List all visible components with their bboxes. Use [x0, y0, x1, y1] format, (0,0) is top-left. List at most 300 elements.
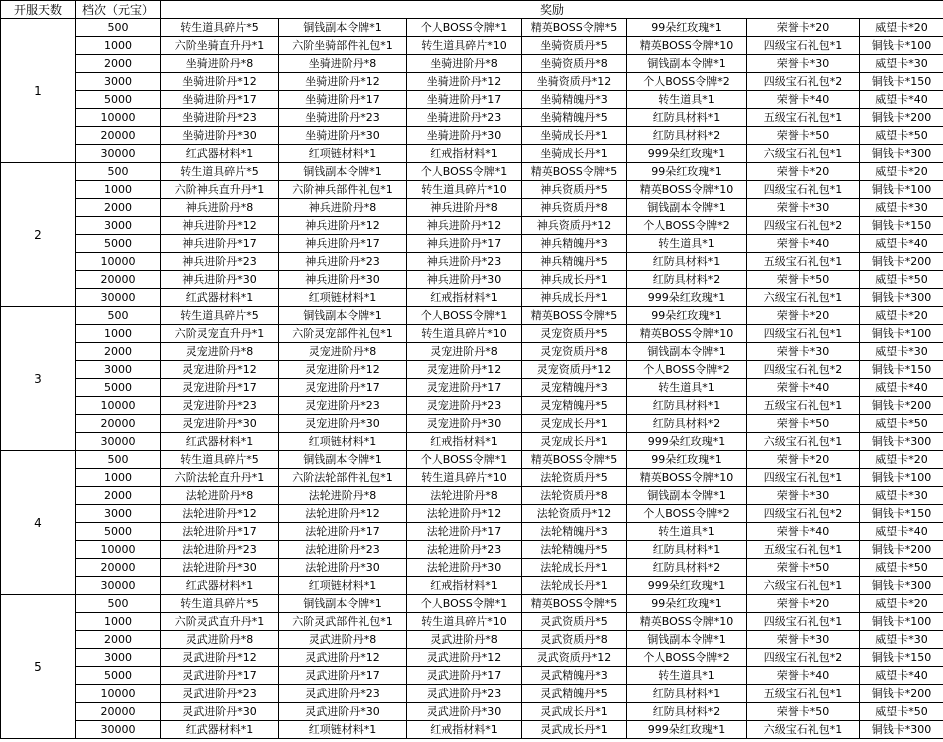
reward-cell: 六级宝石礼包*1	[747, 577, 860, 595]
reward-cell: 威望卡*40	[860, 235, 943, 253]
reward-cell: 荣誉卡*30	[747, 55, 860, 73]
tier-cell: 3000	[76, 649, 161, 667]
reward-cell: 灵宠资质丹*5	[522, 325, 627, 343]
reward-cell: 个人BOSS令牌*2	[627, 505, 747, 523]
table-row	[1, 271, 943, 289]
reward-cell: 精英BOSS令牌*5	[522, 451, 627, 469]
reward-cell: 个人BOSS令牌*2	[627, 649, 747, 667]
reward-cell: 灵宠进阶丹*8	[161, 343, 279, 361]
reward-cell: 六阶坐骑部件礼包*1	[279, 37, 407, 55]
reward-cell: 铜钱卡*150	[860, 217, 943, 235]
reward-cell: 灵宠资质丹*8	[522, 343, 627, 361]
reward-cell: 六阶法轮直升丹*1	[161, 469, 279, 487]
reward-cell: 六阶神兵部件礼包*1	[279, 181, 407, 199]
reward-cell: 灵武进阶丹*17	[407, 667, 522, 685]
table-row	[1, 145, 943, 163]
reward-cell: 999朵红玫瑰*1	[627, 577, 747, 595]
reward-cell: 六阶灵武直升丹*1	[161, 613, 279, 631]
reward-cell: 威望卡*40	[860, 523, 943, 541]
reward-cell: 威望卡*50	[860, 703, 943, 721]
reward-cell: 红防具材料*2	[627, 415, 747, 433]
reward-cell: 红戒指材料*1	[407, 289, 522, 307]
tier-cell: 10000	[76, 685, 161, 703]
reward-cell: 坐骑进阶丹*30	[279, 127, 407, 145]
reward-cell: 法轮进阶丹*12	[407, 505, 522, 523]
reward-cell: 神兵进阶丹*12	[407, 217, 522, 235]
reward-cell: 个人BOSS令牌*2	[627, 73, 747, 91]
reward-cell: 铜钱卡*200	[860, 685, 943, 703]
reward-cell: 灵武进阶丹*8	[279, 631, 407, 649]
reward-cell: 五级宝石礼包*1	[747, 253, 860, 271]
reward-cell: 个人BOSS令牌*2	[627, 217, 747, 235]
reward-cell: 法轮精魄丹*3	[522, 523, 627, 541]
reward-cell: 神兵进阶丹*23	[161, 253, 279, 271]
reward-cell: 荣誉卡*30	[747, 487, 860, 505]
reward-cell: 威望卡*30	[860, 55, 943, 73]
tier-cell: 1000	[76, 37, 161, 55]
table-row	[1, 55, 943, 73]
reward-cell: 四级宝石礼包*2	[747, 73, 860, 91]
reward-cell: 精英BOSS令牌*5	[522, 163, 627, 181]
reward-cell: 法轮进阶丹*17	[279, 523, 407, 541]
table-row	[1, 415, 943, 433]
reward-cell: 转生道具碎片*5	[161, 163, 279, 181]
day-cell: 2	[1, 163, 76, 307]
reward-cell: 法轮进阶丹*23	[407, 541, 522, 559]
reward-cell: 红戒指材料*1	[407, 433, 522, 451]
reward-cell: 铜钱卡*200	[860, 541, 943, 559]
reward-cell: 法轮资质丹*12	[522, 505, 627, 523]
header-reward: 奖励	[161, 1, 943, 19]
reward-cell: 转生道具*1	[627, 91, 747, 109]
reward-cell: 红武器材料*1	[161, 289, 279, 307]
reward-cell: 威望卡*30	[860, 343, 943, 361]
reward-cell: 四级宝石礼包*1	[747, 181, 860, 199]
tier-cell: 3000	[76, 217, 161, 235]
reward-cell: 个人BOSS令牌*1	[407, 163, 522, 181]
reward-cell: 神兵进阶丹*17	[279, 235, 407, 253]
reward-cell: 神兵资质丹*5	[522, 181, 627, 199]
reward-cell: 坐骑进阶丹*30	[407, 127, 522, 145]
reward-cell: 铜钱卡*300	[860, 577, 943, 595]
reward-cell: 红戒指材料*1	[407, 721, 522, 739]
reward-cell: 六级宝石礼包*1	[747, 721, 860, 739]
reward-cell: 坐骑进阶丹*30	[161, 127, 279, 145]
reward-cell: 法轮进阶丹*17	[407, 523, 522, 541]
reward-cell: 四级宝石礼包*2	[747, 505, 860, 523]
tier-cell: 2000	[76, 487, 161, 505]
reward-cell: 灵武进阶丹*12	[279, 649, 407, 667]
reward-cell: 转生道具碎片*5	[161, 595, 279, 613]
day-cell: 5	[1, 595, 76, 739]
table-row	[1, 289, 943, 307]
reward-cell: 荣誉卡*50	[747, 703, 860, 721]
reward-cell: 灵武成长丹*1	[522, 703, 627, 721]
reward-cell: 红防具材料*1	[627, 541, 747, 559]
reward-cell: 坐骑资质丹*8	[522, 55, 627, 73]
table-row	[1, 667, 943, 685]
reward-cell: 红防具材料*1	[627, 253, 747, 271]
reward-cell: 五级宝石礼包*1	[747, 541, 860, 559]
tier-cell: 20000	[76, 415, 161, 433]
reward-cell: 红武器材料*1	[161, 721, 279, 739]
reward-cell: 法轮进阶丹*12	[161, 505, 279, 523]
reward-cell: 转生道具碎片*10	[407, 37, 522, 55]
reward-cell: 铜钱卡*100	[860, 613, 943, 631]
table-row	[1, 19, 943, 37]
reward-cell: 灵宠进阶丹*12	[407, 361, 522, 379]
table-row	[1, 487, 943, 505]
reward-cell: 铜钱副本令牌*1	[279, 451, 407, 469]
reward-cell: 法轮资质丹*5	[522, 469, 627, 487]
reward-cell: 灵武资质丹*5	[522, 613, 627, 631]
reward-cell: 灵宠资质丹*12	[522, 361, 627, 379]
table-row	[1, 307, 943, 325]
reward-cell: 神兵进阶丹*23	[279, 253, 407, 271]
reward-cell: 威望卡*30	[860, 631, 943, 649]
reward-cell: 灵宠精魄丹*3	[522, 379, 627, 397]
reward-cell: 神兵进阶丹*8	[279, 199, 407, 217]
reward-cell: 威望卡*50	[860, 127, 943, 145]
reward-cell: 灵武成长丹*1	[522, 721, 627, 739]
day-cell: 1	[1, 19, 76, 163]
reward-cell: 荣誉卡*40	[747, 379, 860, 397]
table-row	[1, 73, 943, 91]
reward-cell: 六级宝石礼包*1	[747, 145, 860, 163]
reward-cell: 灵宠成长丹*1	[522, 415, 627, 433]
reward-cell: 铜钱副本令牌*1	[627, 487, 747, 505]
reward-cell: 坐骑精魄丹*3	[522, 91, 627, 109]
tier-cell: 1000	[76, 613, 161, 631]
reward-cell: 铜钱卡*200	[860, 253, 943, 271]
table-row	[1, 703, 943, 721]
reward-cell: 灵武精魄丹*3	[522, 667, 627, 685]
reward-cell: 四级宝石礼包*2	[747, 361, 860, 379]
reward-cell: 红武器材料*1	[161, 433, 279, 451]
tier-cell: 3000	[76, 361, 161, 379]
table-row	[1, 325, 943, 343]
reward-cell: 铜钱副本令牌*1	[279, 19, 407, 37]
header-row	[1, 1, 943, 19]
reward-cell: 灵武进阶丹*12	[161, 649, 279, 667]
tier-cell: 20000	[76, 703, 161, 721]
reward-cell: 坐骑成长丹*1	[522, 145, 627, 163]
reward-cell: 转生道具碎片*5	[161, 19, 279, 37]
reward-cell: 个人BOSS令牌*1	[407, 19, 522, 37]
table-row	[1, 541, 943, 559]
reward-cell: 红项链材料*1	[279, 289, 407, 307]
tier-cell: 30000	[76, 577, 161, 595]
reward-cell: 坐骑进阶丹*8	[161, 55, 279, 73]
reward-cell: 法轮进阶丹*8	[279, 487, 407, 505]
reward-cell: 威望卡*20	[860, 307, 943, 325]
reward-cell: 灵武进阶丹*8	[161, 631, 279, 649]
tier-cell: 5000	[76, 379, 161, 397]
reward-cell: 四级宝石礼包*2	[747, 217, 860, 235]
reward-cell: 神兵进阶丹*8	[407, 199, 522, 217]
reward-cell: 灵宠进阶丹*30	[407, 415, 522, 433]
reward-cell: 威望卡*20	[860, 19, 943, 37]
reward-cell: 红防具材料*2	[627, 271, 747, 289]
reward-cell: 铜钱卡*300	[860, 433, 943, 451]
reward-cell: 铜钱卡*100	[860, 469, 943, 487]
table-row	[1, 613, 943, 631]
reward-cell: 灵武资质丹*12	[522, 649, 627, 667]
table-row	[1, 721, 943, 739]
tier-cell: 500	[76, 451, 161, 469]
reward-cell: 法轮进阶丹*30	[161, 559, 279, 577]
reward-cell: 灵武资质丹*8	[522, 631, 627, 649]
reward-cell: 六阶法轮部件礼包*1	[279, 469, 407, 487]
header-day: 开服天数	[1, 1, 76, 19]
tier-cell: 5000	[76, 667, 161, 685]
reward-cell: 铜钱副本令牌*1	[627, 199, 747, 217]
reward-cell: 999朵红玫瑰*1	[627, 289, 747, 307]
reward-cell: 铜钱卡*300	[860, 145, 943, 163]
reward-cell: 荣誉卡*40	[747, 91, 860, 109]
reward-cell: 坐骑进阶丹*12	[279, 73, 407, 91]
reward-cell: 六级宝石礼包*1	[747, 433, 860, 451]
table-row	[1, 595, 943, 613]
reward-cell: 红防具材料*1	[627, 109, 747, 127]
reward-cell: 铜钱卡*150	[860, 505, 943, 523]
reward-cell: 坐骑资质丹*12	[522, 73, 627, 91]
reward-cell: 荣誉卡*30	[747, 343, 860, 361]
reward-cell: 坐骑进阶丹*8	[407, 55, 522, 73]
reward-cell: 红武器材料*1	[161, 145, 279, 163]
reward-cell: 六阶灵武部件礼包*1	[279, 613, 407, 631]
reward-cell: 神兵精魄丹*3	[522, 235, 627, 253]
table-row	[1, 253, 943, 271]
reward-cell: 转生道具*1	[627, 235, 747, 253]
reward-cell: 铜钱卡*100	[860, 181, 943, 199]
tier-cell: 3000	[76, 505, 161, 523]
reward-cell: 荣誉卡*40	[747, 667, 860, 685]
reward-cell: 法轮进阶丹*23	[279, 541, 407, 559]
reward-cell: 铜钱卡*200	[860, 109, 943, 127]
reward-cell: 威望卡*40	[860, 91, 943, 109]
table-row	[1, 577, 943, 595]
reward-cell: 红防具材料*2	[627, 127, 747, 145]
reward-cell: 灵宠进阶丹*30	[279, 415, 407, 433]
tier-cell: 5000	[76, 235, 161, 253]
table-row	[1, 523, 943, 541]
reward-cell: 法轮进阶丹*30	[407, 559, 522, 577]
reward-cell: 灵宠进阶丹*17	[279, 379, 407, 397]
reward-cell: 红项链材料*1	[279, 721, 407, 739]
tier-cell: 10000	[76, 397, 161, 415]
table-row	[1, 433, 943, 451]
reward-cell: 转生道具碎片*5	[161, 307, 279, 325]
tier-cell: 10000	[76, 541, 161, 559]
reward-cell: 99朵红玫瑰*1	[627, 595, 747, 613]
reward-cell: 坐骑进阶丹*17	[407, 91, 522, 109]
reward-cell: 荣誉卡*50	[747, 559, 860, 577]
tier-cell: 500	[76, 19, 161, 37]
table-row	[1, 163, 943, 181]
reward-cell: 铜钱卡*300	[860, 289, 943, 307]
reward-cell: 灵宠进阶丹*17	[161, 379, 279, 397]
reward-cell: 四级宝石礼包*1	[747, 613, 860, 631]
reward-cell: 灵宠成长丹*1	[522, 433, 627, 451]
reward-cell: 坐骑进阶丹*17	[279, 91, 407, 109]
reward-cell: 铜钱副本令牌*1	[627, 343, 747, 361]
table-row	[1, 559, 943, 577]
reward-cell: 坐骑成长丹*1	[522, 127, 627, 145]
tier-cell: 2000	[76, 55, 161, 73]
reward-cell: 铜钱卡*100	[860, 325, 943, 343]
reward-body	[1, 19, 943, 739]
reward-cell: 999朵红玫瑰*1	[627, 433, 747, 451]
reward-cell: 灵武进阶丹*17	[161, 667, 279, 685]
reward-cell: 四级宝石礼包*1	[747, 325, 860, 343]
reward-cell: 红项链材料*1	[279, 145, 407, 163]
reward-cell: 法轮精魄丹*5	[522, 541, 627, 559]
reward-cell: 红防具材料*1	[627, 685, 747, 703]
reward-cell: 坐骑进阶丹*8	[279, 55, 407, 73]
table-row	[1, 37, 943, 55]
reward-cell: 灵宠进阶丹*12	[279, 361, 407, 379]
reward-cell: 灵宠进阶丹*17	[407, 379, 522, 397]
reward-cell: 神兵资质丹*12	[522, 217, 627, 235]
table-row	[1, 217, 943, 235]
table-row	[1, 127, 943, 145]
reward-cell: 99朵红玫瑰*1	[627, 19, 747, 37]
reward-cell: 灵宠进阶丹*23	[407, 397, 522, 415]
reward-cell: 神兵进阶丹*8	[161, 199, 279, 217]
reward-cell: 荣誉卡*20	[747, 451, 860, 469]
tier-cell: 1000	[76, 325, 161, 343]
reward-cell: 六阶神兵直升丹*1	[161, 181, 279, 199]
reward-cell: 坐骑资质丹*5	[522, 37, 627, 55]
reward-cell: 铜钱副本令牌*1	[279, 595, 407, 613]
reward-cell: 转生道具*1	[627, 379, 747, 397]
reward-cell: 铜钱卡*300	[860, 721, 943, 739]
reward-cell: 神兵进阶丹*30	[407, 271, 522, 289]
reward-cell: 灵宠进阶丹*12	[161, 361, 279, 379]
reward-cell: 六级宝石礼包*1	[747, 289, 860, 307]
reward-cell: 荣誉卡*50	[747, 271, 860, 289]
reward-cell: 99朵红玫瑰*1	[627, 451, 747, 469]
tier-cell: 2000	[76, 343, 161, 361]
reward-cell: 铜钱副本令牌*1	[279, 163, 407, 181]
reward-cell: 铜钱副本令牌*1	[627, 55, 747, 73]
reward-cell: 荣誉卡*20	[747, 163, 860, 181]
reward-cell: 999朵红玫瑰*1	[627, 145, 747, 163]
reward-cell: 转生道具碎片*10	[407, 613, 522, 631]
table-row	[1, 469, 943, 487]
reward-cell: 精英BOSS令牌*10	[627, 37, 747, 55]
table-row	[1, 631, 943, 649]
reward-cell: 神兵进阶丹*30	[161, 271, 279, 289]
reward-cell: 灵武进阶丹*17	[279, 667, 407, 685]
reward-cell: 铜钱副本令牌*1	[627, 631, 747, 649]
tier-cell: 30000	[76, 145, 161, 163]
reward-cell: 灵宠进阶丹*8	[407, 343, 522, 361]
reward-cell: 法轮进阶丹*30	[279, 559, 407, 577]
reward-cell: 荣誉卡*20	[747, 595, 860, 613]
reward-cell: 神兵进阶丹*30	[279, 271, 407, 289]
table-row	[1, 109, 943, 127]
reward-cell: 精英BOSS令牌*10	[627, 469, 747, 487]
reward-cell: 灵武进阶丹*23	[161, 685, 279, 703]
reward-cell: 威望卡*30	[860, 199, 943, 217]
day-cell: 3	[1, 307, 76, 451]
reward-cell: 铜钱卡*100	[860, 37, 943, 55]
reward-cell: 法轮进阶丹*8	[407, 487, 522, 505]
reward-cell: 法轮进阶丹*8	[161, 487, 279, 505]
tier-cell: 1000	[76, 469, 161, 487]
reward-cell: 精英BOSS令牌*10	[627, 613, 747, 631]
reward-cell: 法轮成长丹*1	[522, 559, 627, 577]
reward-cell: 精英BOSS令牌*10	[627, 325, 747, 343]
reward-cell: 坐骑进阶丹*17	[161, 91, 279, 109]
reward-cell: 神兵成长丹*1	[522, 289, 627, 307]
reward-cell: 灵宠进阶丹*8	[279, 343, 407, 361]
table-row	[1, 235, 943, 253]
reward-cell: 个人BOSS令牌*1	[407, 451, 522, 469]
reward-cell: 法轮进阶丹*12	[279, 505, 407, 523]
tier-cell: 20000	[76, 559, 161, 577]
reward-cell: 99朵红玫瑰*1	[627, 163, 747, 181]
reward-cell: 个人BOSS令牌*1	[407, 307, 522, 325]
table-row	[1, 505, 943, 523]
tier-cell: 500	[76, 307, 161, 325]
reward-cell: 灵宠进阶丹*30	[161, 415, 279, 433]
reward-cell: 灵宠进阶丹*23	[161, 397, 279, 415]
reward-cell: 五级宝石礼包*1	[747, 397, 860, 415]
reward-cell: 个人BOSS令牌*2	[627, 361, 747, 379]
reward-cell: 四级宝石礼包*1	[747, 469, 860, 487]
reward-cell: 坐骑进阶丹*12	[407, 73, 522, 91]
table-row	[1, 361, 943, 379]
reward-cell: 威望卡*50	[860, 559, 943, 577]
reward-cell: 威望卡*50	[860, 415, 943, 433]
reward-cell: 神兵成长丹*1	[522, 271, 627, 289]
tier-cell: 10000	[76, 109, 161, 127]
reward-cell: 荣誉卡*40	[747, 523, 860, 541]
reward-cell: 威望卡*20	[860, 163, 943, 181]
reward-cell: 铜钱卡*200	[860, 397, 943, 415]
reward-cell: 荣誉卡*30	[747, 631, 860, 649]
reward-cell: 灵武进阶丹*30	[279, 703, 407, 721]
tier-cell: 5000	[76, 523, 161, 541]
reward-cell: 红防具材料*2	[627, 559, 747, 577]
table-row	[1, 91, 943, 109]
tier-cell: 2000	[76, 631, 161, 649]
reward-cell: 四级宝石礼包*1	[747, 37, 860, 55]
reward-cell: 转生道具*1	[627, 523, 747, 541]
reward-cell: 法轮进阶丹*17	[161, 523, 279, 541]
reward-cell: 六阶灵宠直升丹*1	[161, 325, 279, 343]
table-row	[1, 181, 943, 199]
day-cell: 4	[1, 451, 76, 595]
tier-cell: 20000	[76, 271, 161, 289]
reward-cell: 红项链材料*1	[279, 433, 407, 451]
reward-cell: 威望卡*40	[860, 379, 943, 397]
reward-cell: 神兵进阶丹*17	[407, 235, 522, 253]
reward-cell: 灵武进阶丹*8	[407, 631, 522, 649]
table-row	[1, 649, 943, 667]
reward-cell: 精英BOSS令牌*5	[522, 19, 627, 37]
reward-cell: 荣誉卡*40	[747, 235, 860, 253]
reward-cell: 灵武进阶丹*12	[407, 649, 522, 667]
reward-cell: 转生道具碎片*10	[407, 181, 522, 199]
reward-cell: 红戒指材料*1	[407, 577, 522, 595]
reward-cell: 六阶坐骑直升丹*1	[161, 37, 279, 55]
reward-cell: 灵武进阶丹*30	[161, 703, 279, 721]
reward-cell: 荣誉卡*50	[747, 127, 860, 145]
